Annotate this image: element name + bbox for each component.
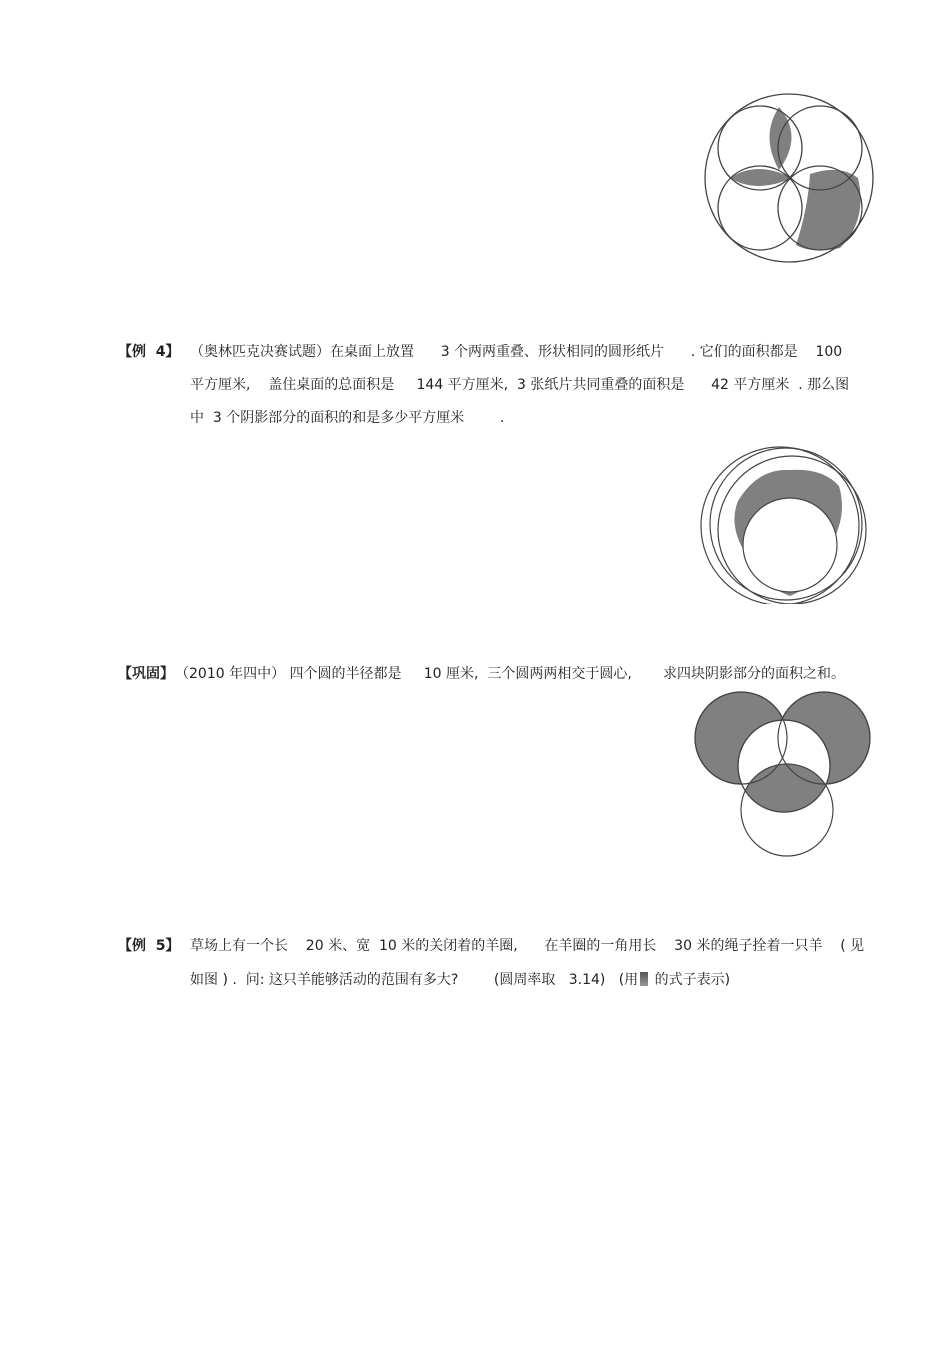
example-4-tag: 【例 4】 [118, 344, 180, 360]
consolidate-line-1: （2010 年四中） 四个圆的半径都是 10 厘米, 三个圆两两相交于圆心, 求四块阴影部分的面积之和。 [175, 666, 845, 682]
example-5-line-1: 草场上有一个长 20 米、宽 10 米的关闭着的羊圈, 在羊圈的一角用长 30 米的绳子拴着一只羊 ( 见 [190, 938, 865, 954]
consolidate-tag: 【巩固】 [118, 666, 174, 682]
example-5-line-2-a: 如图 ) . 问: 这只羊能够活动的范围有多大? (圆周率取 3.14) (用 [190, 972, 639, 988]
example-5-line-2 [190, 970, 730, 990]
figure-four-circles-in-circle [700, 90, 878, 268]
example-4-line-1: （奥林匹克决赛试题）在桌面上放置 3 个两两重叠、形状相同的圆形纸片 . 它们的面积都是 100 [190, 344, 843, 360]
example-5-tag: 【例 5】 [118, 938, 180, 954]
example-4-line-3: 中 3 个阴影部分的面积的和是多少平方厘米 . [190, 410, 505, 426]
example-4-line-2: 平方厘米, 盖住桌面的总面积是 144 平方厘米, 3 张纸片共同重叠的面积是 42 平方厘米 . 那么图 [190, 377, 850, 393]
pi-icon [640, 972, 648, 986]
shaded-region-right [796, 170, 861, 251]
figure-four-circles [694, 690, 874, 862]
example-5-line-2-b: 的式子表示) [654, 972, 731, 988]
figure-three-circles [698, 446, 868, 604]
